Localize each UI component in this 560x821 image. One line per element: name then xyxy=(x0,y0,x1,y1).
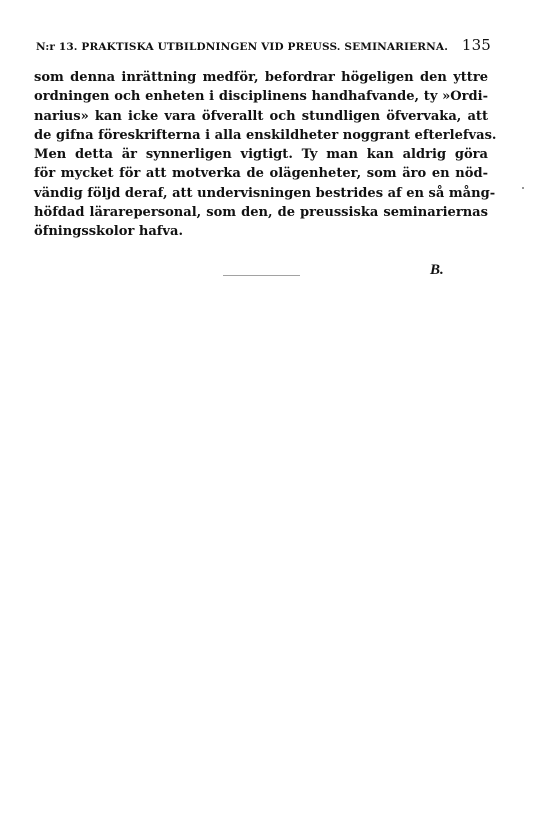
body-line: höfdad lärarepersonal, som den, de preussiska seminariernas xyxy=(34,205,488,221)
body-line: Men detta är synnerligen vigtigt. Ty man kan aldrig göra xyxy=(34,147,488,163)
running-title: N:r 13. PRAKTISKA UTBILDNINGEN VID PREUSS. SEMINARIERNA. xyxy=(36,41,448,53)
body-line: ordningen och enheten i disciplinens handhafvande, ty »Ordi- xyxy=(34,89,488,105)
body-line: de gifna föreskrifterna i alla enskildheter noggrant efterlefvas. xyxy=(34,127,497,143)
body-line: narius» kan icke vara öfverallt och stundligen öfvervaka, att xyxy=(34,108,488,124)
running-header xyxy=(36,37,490,55)
body-paragraph xyxy=(34,68,497,242)
print-mark xyxy=(522,187,524,189)
section-divider xyxy=(223,275,300,276)
author-signature: B. xyxy=(430,262,444,278)
body-line: öfningsskolor hafva. xyxy=(34,224,184,240)
body-line: vändig följd deraf, att undervisningen bestrides af en så mång- xyxy=(34,185,496,201)
body-line: som denna inrättning medför, befordrar högeligen den yttre xyxy=(34,70,488,85)
body-line: för mycket för att motverka de olägenheter, som äro en nöd- xyxy=(34,166,488,182)
page-number: 135 xyxy=(461,36,491,54)
